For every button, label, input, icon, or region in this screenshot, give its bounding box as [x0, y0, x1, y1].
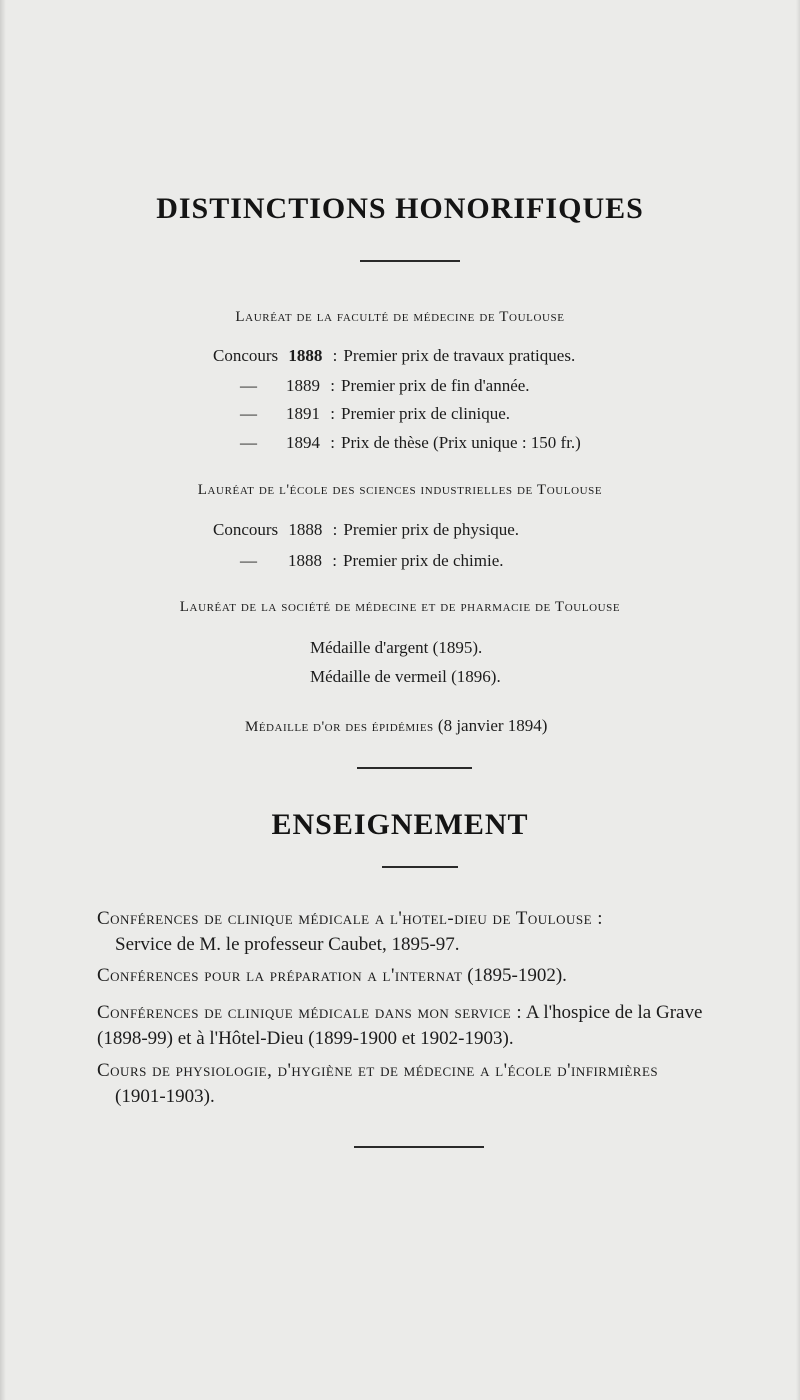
colon-separator: : [332, 346, 338, 365]
ecole-item [240, 551, 504, 571]
title-rule [382, 866, 458, 868]
faculte-item [240, 404, 510, 424]
faculte-item [213, 346, 575, 366]
enseignement-paragraph [97, 1000, 742, 1052]
ecole-item-year: 1888 [288, 551, 322, 570]
ecole-item-text: Premier prix de physique. [343, 520, 520, 539]
enseignement-paragraph [97, 963, 742, 989]
distinctions-title: DISTINCTIONS HONORIFIQUES [156, 192, 644, 225]
paragraph-body: Service de M. le professeur Caubet, 1895-97. [115, 934, 460, 955]
enseignement-title: ENSEIGNEMENT [271, 808, 529, 841]
ecole-item [213, 520, 519, 540]
ecole-item-lead: — [240, 551, 257, 570]
paragraph-head: Conférences de clinique médicale dans mon service : [97, 1002, 523, 1023]
section-rule [357, 767, 472, 769]
faculte-item-text: Premier prix de clinique. [340, 404, 510, 423]
medaille-line [245, 716, 547, 736]
faculte-item-lead: — [240, 433, 257, 452]
paragraph-body: (1901-1903). [115, 1086, 215, 1107]
colon-separator: : [330, 404, 335, 423]
societe-item: Médaille de vermeil (1896). [310, 667, 501, 686]
societe-item: Médaille d'argent (1895). [310, 638, 483, 657]
colon-separator: : [332, 520, 338, 539]
paragraph-body: (1895-1902). [467, 965, 567, 986]
colon-separator: : [332, 551, 337, 570]
medaille-date: (8 janvier 1894) [437, 716, 548, 735]
title-rule [360, 260, 460, 262]
ecole-item-text: Premier prix de chimie. [342, 551, 504, 570]
colon-separator: : [330, 376, 335, 395]
faculte-item-year: 1891 [286, 404, 320, 423]
faculte-item-year: 1889 [286, 376, 320, 395]
faculte-heading: Lauréat de la faculté de médecine de Toulouse [235, 309, 565, 325]
faculte-item-text: Prix de thèse (Prix unique : 150 fr.) [340, 433, 581, 452]
paragraph-head: Conférences pour la préparation a l'internat [97, 965, 463, 986]
enseignement-paragraph [97, 906, 742, 958]
faculte-item-text: Premier prix de fin d'année. [340, 376, 530, 395]
closing-rule [354, 1146, 484, 1148]
faculte-item-lead: — [240, 376, 257, 395]
faculte-item [240, 433, 581, 453]
ecole-item-year: 1888 [288, 520, 323, 539]
faculte-item-lead: Concours [213, 346, 279, 365]
paragraph-head: Conférences de clinique médicale a l'hotel-dieu de Toulouse : [97, 908, 604, 929]
enseignement-paragraph [97, 1058, 742, 1110]
faculte-item-year: 1894 [286, 433, 320, 452]
ecole-item-lead: Concours [213, 520, 279, 539]
faculte-item-text: Premier prix de travaux pratiques. [343, 346, 576, 365]
colon-separator: : [330, 433, 335, 452]
ecole-heading: Lauréat de l'école des sciences industrielles de Toulouse [197, 482, 603, 498]
paragraph-head: Cours de physiologie, d'hygiène et de médecine a l'école d'infirmières [97, 1060, 659, 1081]
faculte-item-year: 1888 [288, 346, 323, 365]
medaille-label: Médaille d'or des épidémies [245, 719, 434, 735]
faculte-item [240, 376, 530, 396]
paragraph-body: A l'hospice de la Grave (1898-99) et à l'Hôtel-Dieu (1899-1900 et 1902-1903). [97, 1002, 703, 1049]
societe-heading: Lauréat de la société de médecine et de pharmacie de Toulouse [179, 599, 621, 615]
faculte-item-lead: — [240, 404, 257, 423]
